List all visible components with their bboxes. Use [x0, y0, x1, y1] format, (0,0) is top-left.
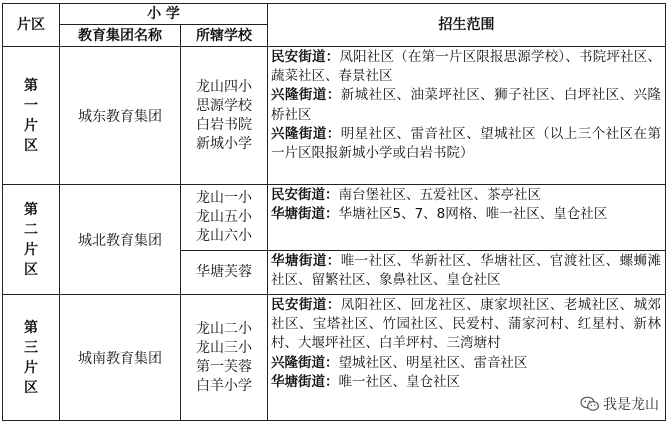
wechat-icon [580, 396, 600, 412]
school-list: 华塘芙蓉 [181, 251, 268, 295]
header-range: 招生范围 [268, 4, 666, 47]
school-list: 龙山一小 龙山五小 龙山六小 [181, 185, 268, 251]
header-primary: 小 学 [60, 4, 268, 25]
enrollment-table [2, 3, 666, 421]
enrollment-range: 民安街道：凤阳社区、回龙社区、康家坝社区、老城社区、城郊社区、宝塔社区、竹园社区、民爱村、蒲家河村、红星村、新林村、大堰坪社区、白羊坪村、三湾塘村 兴隆街道：望城社区、明星社区、雷音社区 华塘街道：唯一社区、皇仓社区 [268, 295, 666, 421]
zone-label: 第 三 片 区 [3, 295, 60, 421]
enrollment-range: 华塘街道：唯一社区、华新社区、华塘社区、官渡社区、螺蛳滩社区、留繁社区、象鼻社区、皇仓社区 [268, 251, 666, 295]
zone-row-1 [3, 47, 666, 185]
header-schools: 所辖学校 [181, 25, 268, 47]
watermark-text: 我是龙山 [603, 397, 659, 413]
group-name: 城东教育集团 [60, 47, 181, 185]
header-zone: 片区 [3, 4, 60, 47]
school-list: 龙山二小 龙山三小 第一芙蓉 白羊小学 [181, 295, 268, 421]
zone-label: 第 一 片 区 [3, 47, 60, 185]
zone-row-3 [3, 295, 666, 421]
watermark [577, 393, 662, 415]
group-name: 城南教育集团 [60, 295, 181, 421]
group-name: 城北教育集团 [60, 185, 181, 295]
school-list: 龙山四小 思源学校 白岩书院 新城小学 [181, 47, 268, 185]
header-group-name: 教育集团名称 [60, 25, 181, 47]
zone-label: 第 二 片 区 [3, 185, 60, 295]
enrollment-range: 民安街道：凤阳社区（在第一片区限报思源学校）、书院坪社区、蔬菜社区、春景社区 兴隆街道：新城社区、油菜坪社区、狮子社区、白坪社区、兴隆桥社区 兴隆街道：明星社区、雷音社区、望城社区（以上三个社区在第一片区限报新城小学或白岩书院） [268, 47, 666, 185]
zone-row-2a [3, 185, 666, 251]
enrollment-range: 民安街道：南台堡社区、五爱社区、茶亭社区 华塘街道：华塘社区5、7、8网格、唯一社区、皇仓社区 [268, 185, 666, 251]
